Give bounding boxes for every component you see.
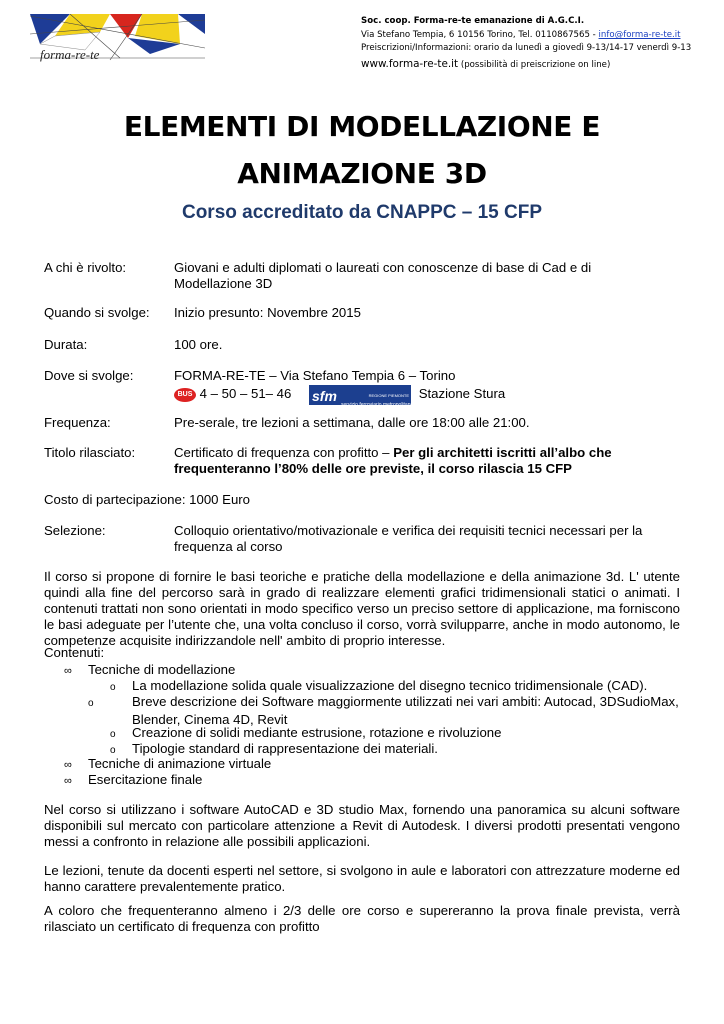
email-link[interactable]: info@forma-re-te.it — [598, 30, 681, 40]
transport-line — [174, 384, 654, 408]
quando-value: Inizio presunto: Novembre 2015 — [174, 305, 361, 320]
list-item-text: Esercitazione finale — [88, 772, 203, 787]
circle-bullet-icon: o — [88, 698, 94, 709]
bus-icon: BUS — [174, 388, 196, 402]
page-title-line-1: ELEMENTI DI MODELLAZIONE E — [123, 110, 601, 143]
software-paragraph: Nel corso si utilizzano i software AutoCAD e 3D studio Max, fornendo una panoramica su alcuni software disponibili sul mercato con particolare attenzione a Revit di Autodesk. I diversi prodotti presentati vengono messi a confronto in relazione alle possibili applicazioni. — [44, 802, 680, 849]
rivolto-label: A chi è rivolto: — [44, 260, 127, 275]
contenuti-label: Contenuti: — [44, 645, 105, 660]
list-item — [64, 662, 235, 679]
dove-label: Dove si svolge: — [44, 368, 134, 383]
rivolto-value: Giovani e adulti diplomati o laureati con conoscenze di base di Cad e di Modellazione 3D — [174, 260, 592, 291]
page-title-line-2: ANIMAZIONE 3D — [237, 157, 487, 190]
certificate-paragraph: A coloro che frequenteranno almeno i 2/3 delle ore corso e supereranno la prova finale prevista, verrà rilasciato un certificato di frequenza con profitto — [44, 903, 680, 934]
circle-bullet-icon: o — [110, 682, 116, 693]
selezione-value: Colloquio orientativo/motivazionale e verifica dei requisiti tecnici necessari per la frequenza al corso — [174, 523, 643, 554]
sub-list-item-text: Tipologie standard di rappresentazione dei materiali. — [132, 741, 438, 756]
frequenza-value: Pre-serale, tre lezioni a settimana, dalle ore 18:00 alle 21:00. — [174, 415, 530, 430]
list-item-text: Tecniche di animazione virtuale — [88, 756, 272, 771]
sub-list-item-text: La modellazione solida quale visualizzazione del disegno tecnico tridimensionale (CAD). — [132, 678, 648, 693]
sub-list-item-text: Breve descrizione dei Software maggiormente utilizzati nei vari ambiti: Autocad, 3DSudioMax, Blender, Cinema 4D, Revit — [132, 694, 679, 727]
list-item — [64, 756, 271, 773]
bus-lines: 4 – 50 – 51– 46 — [199, 386, 292, 401]
infinity-bullet-icon: ∞ — [64, 665, 72, 677]
sfm-logo-text: sfm — [312, 387, 337, 404]
lessons-paragraph: Le lezioni, tenute da docenti esperti nel settore, si svolgono in aule e laboratori con attrezzature moderne ed hanno carattere prevalentemente pratico. — [44, 863, 680, 894]
website-note: (possibilità di preiscrizione on line) — [458, 60, 611, 70]
station-name: Stazione Stura — [418, 386, 506, 401]
sfm-logo-tag: REGIONE PIEMONTE — [368, 392, 410, 398]
frequenza-label: Frequenza: — [44, 415, 111, 430]
sfm-logo — [309, 385, 414, 408]
website-link[interactable]: www.forma-re-te.it — [361, 58, 459, 70]
circle-bullet-icon: o — [110, 745, 116, 756]
sub-list-item-text: Creazione di solidi mediante estrusione, rotazione e rivoluzione — [132, 725, 502, 740]
address-text: Via Stefano Tempia, 6 10156 Torino, Tel. 0110867565 - — [361, 30, 599, 40]
org-address — [361, 30, 681, 41]
titolo-value-plain: Certificato di frequenza con profitto – — [174, 445, 394, 460]
sub-list-item — [88, 694, 690, 728]
titolo-value — [174, 445, 634, 477]
titolo-value-bold: Per gli architetti iscritti all’albo che frequenteranno l’80% delle ore previste, il corso rilascia 15 CFP — [174, 445, 612, 476]
selezione-label: Selezione: — [44, 523, 106, 538]
infinity-bullet-icon: ∞ — [64, 759, 72, 771]
list-item — [64, 772, 202, 789]
list-item-text: Tecniche di modellazione — [88, 662, 236, 677]
dove-value: FORMA-RE-TE – Via Stefano Tempia 6 – Torino — [174, 368, 456, 383]
durata-label: Durata: — [44, 337, 88, 352]
quando-label: Quando si svolge: — [44, 305, 150, 320]
office-hours: Preiscrizioni/Informazioni: orario da lunedì a giovedì 9-13/14-17 venerdì 9-13 — [361, 43, 692, 53]
website-line — [361, 59, 610, 71]
costo-line: Costo di partecipazione: 1000 Euro — [44, 492, 251, 507]
intro-paragraph: Il corso si propone di fornire le basi teoriche e pratiche della modellazione e della animazione 3d. L' utente quindi alla fine del percorso sarà in grado di realizzare elementi grafici tridimensionali statici o animati. I contenuti trattati non sono orientati in modo specifico verso un preciso settore di applicazione, ma forniscono le basi adeguate per l’utente che, una volta concluso il corso, vorrà svilupparre, anche in modo autonomo, le competenze acquisite indirizzandole nell' ambito di proprio interesse. — [44, 569, 680, 648]
durata-value: 100 ore. — [174, 337, 223, 352]
sfm-logo-subtext: servizio ferroviario metropolitano — [341, 401, 414, 408]
logo-text: forma-re-te — [40, 47, 100, 62]
infinity-bullet-icon: ∞ — [64, 775, 72, 787]
titolo-label: Titolo rilasciato: — [44, 445, 136, 460]
circle-bullet-icon: o — [110, 729, 116, 740]
org-name: Soc. coop. Forma-re-te emanazione di A.G.C.I. — [361, 16, 585, 26]
page-subtitle: Corso accreditato da CNAPPC – 15 CFP — [181, 202, 543, 223]
